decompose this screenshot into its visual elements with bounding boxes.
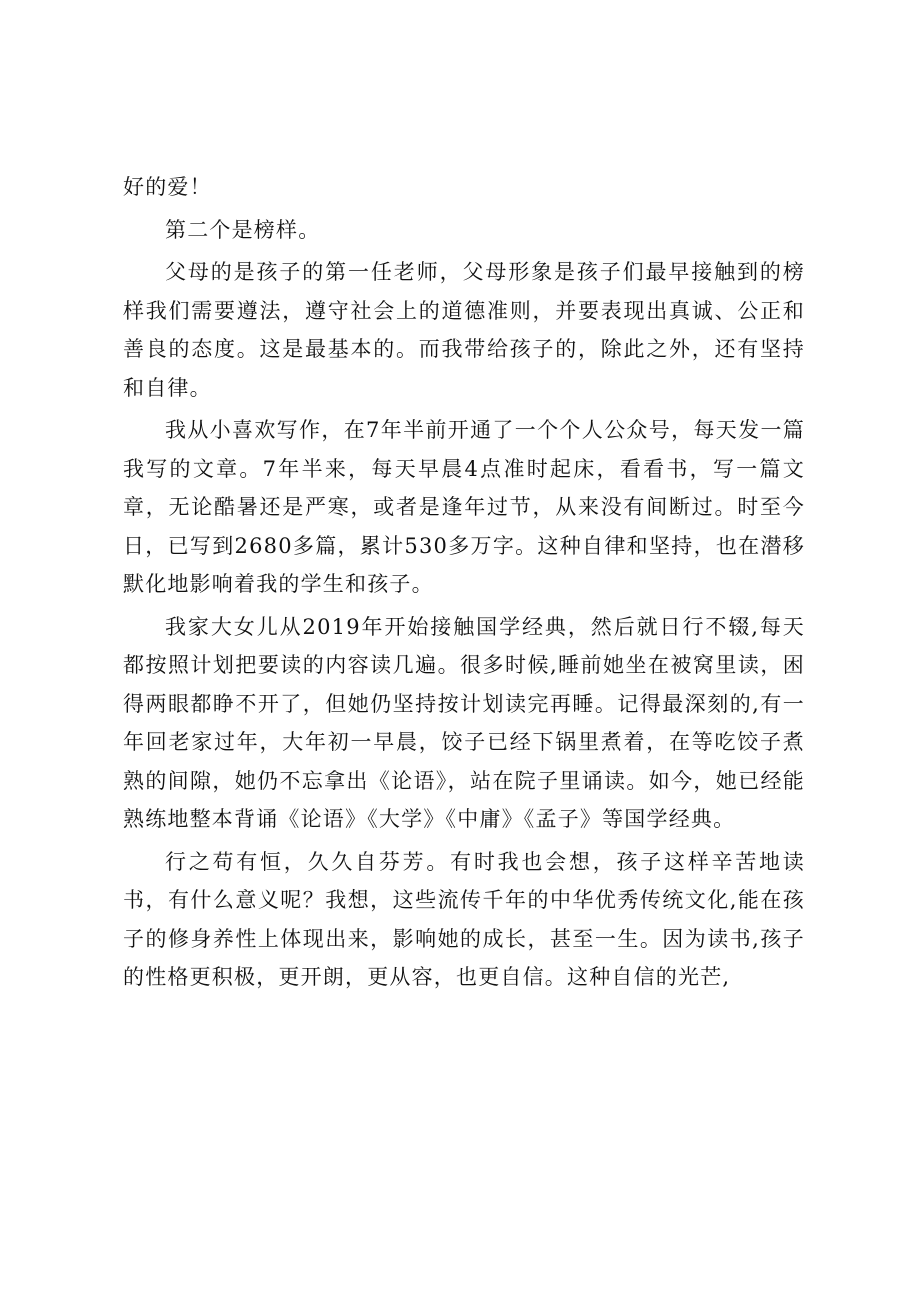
paragraph-1: 好的爱！ <box>123 175 212 199</box>
paragraph-5: 我家大女儿从2019年开始接触国学经典，然后就日行不辍,每天都按照计划把要读的内容读几遍。很多时候,睡前她坐在被窝里读，困得两眼都睁不开了，但她仍坚持按计划读完再睡。记得最深刻的,有一年回老家过年，大年初一早晨，饺子已经下锅里煮着，在等吃饺子煮熟的间隙，她仍不忘拿出《论语》，站在院子里诵读。如今，她已经能熟练地整本背诵《论语》《大学》《中庸》《孟子》等国学经典。 <box>123 614 805 831</box>
paragraph-6: 行之苟有恒，久久自芬芳。有时我也会想，孩子这样辛苦地读书，有什么意义呢？我想，这些流传千年的中华优秀传统文化,能在孩子的修身养性上体现出来，影响她的成长，甚至一生。因为读书,孩子的性格更积极，更开朗，更从容，也更自信。这种自信的光芒, <box>123 849 805 989</box>
paragraph-3: 父母的是孩子的第一任老师，父母形象是孩子们最早接触到的榜样我们需要遵法，遵守社会上的道德准则，并要表现出真诚、公正和善良的态度。这是最基本的。而我带给孩子的，除此之外，还有坚持和自律。 <box>123 260 805 400</box>
paragraph-4: 我从小喜欢写作，在7年半前开通了一个个人公众号，每天发一篇我写的文章。7年半来，每天早晨4点准时起床，看看书，写一篇文章，无论酷暑还是严寒，或者是逢年过节，从来没有间断过。时至今日，已写到2680多篇，累计530多万字。这种自律和坚持，也在潜移默化地影响着我的学生和孩子。 <box>123 418 805 596</box>
document-body <box>123 168 805 1001</box>
paragraph-2: 第二个是榜样。 <box>165 217 321 242</box>
